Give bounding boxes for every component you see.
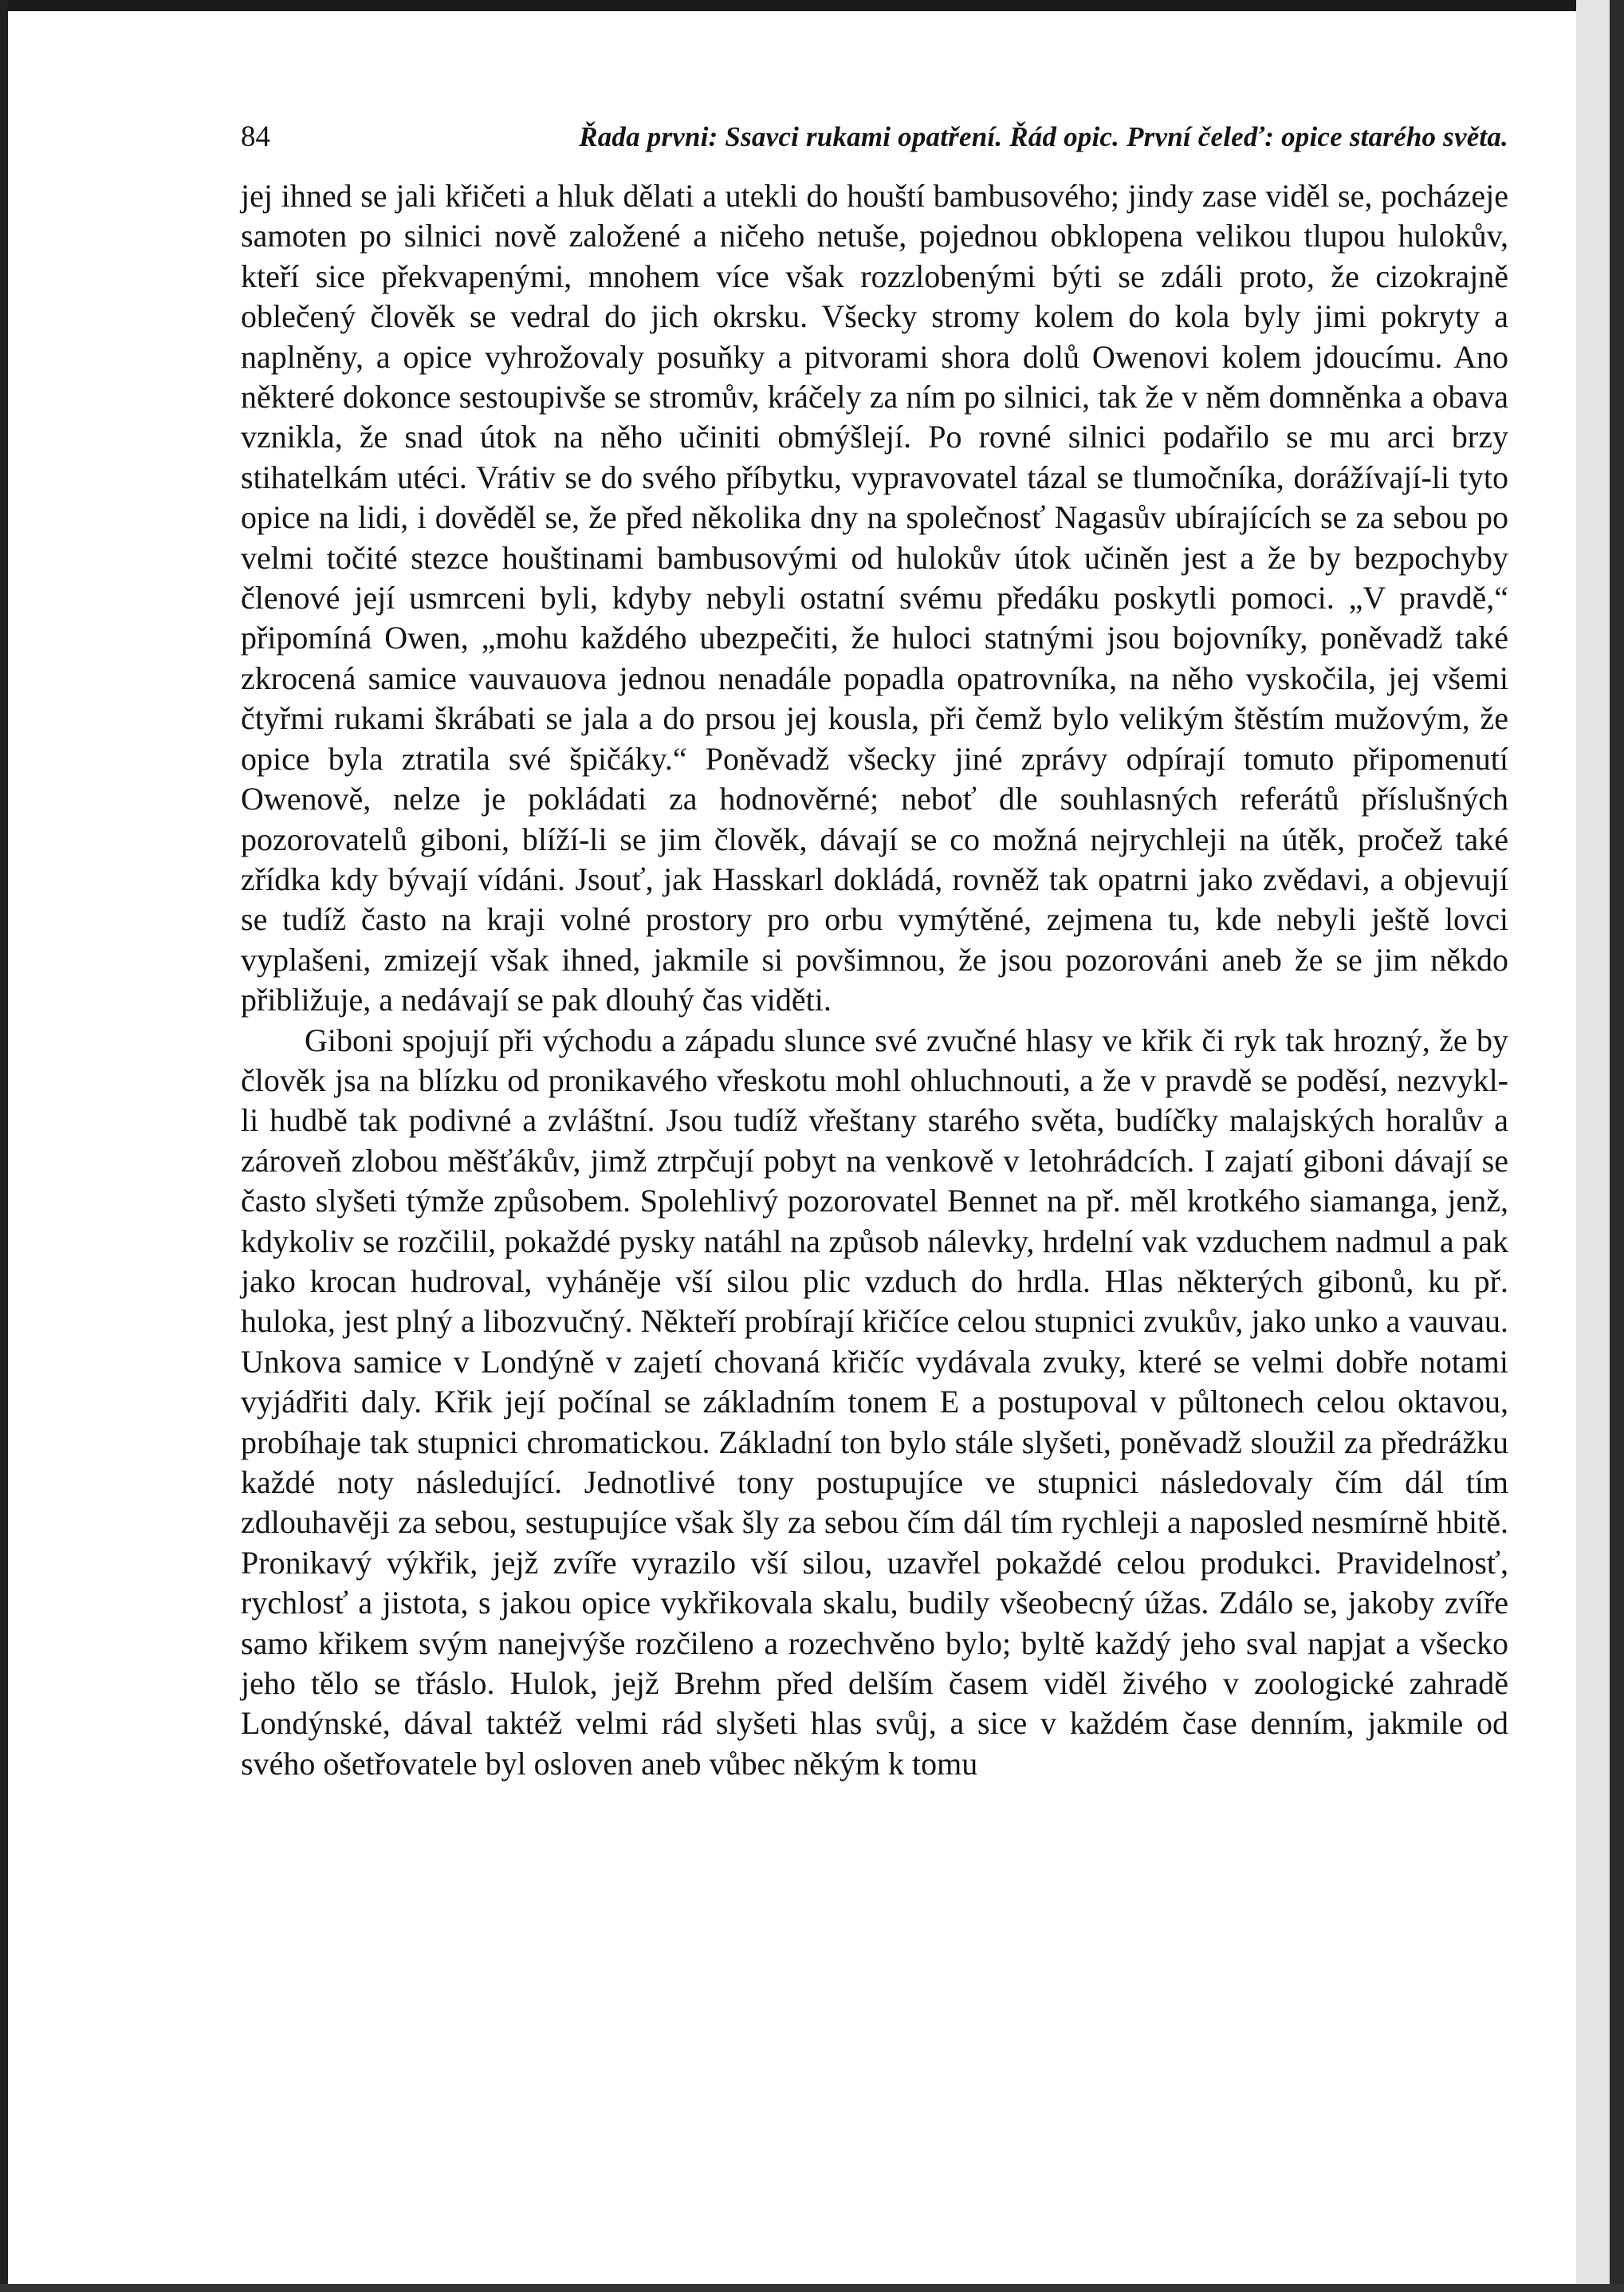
scan-border-bottom — [0, 2284, 1624, 2292]
book-page — [241, 120, 1508, 1784]
body-text — [241, 176, 1508, 1784]
running-head — [241, 120, 1508, 154]
scan-border-right-edge — [1610, 0, 1624, 2292]
paragraph-continued: jej ihned se jali křičeti a hluk dělati a utekli do houští bambusového; jindy zase viděl se, pocházeje samoten po silnici nově založené a ničeho netuše, pojednou obklopena velikou tlupou hulokův, kteří sice překvapenými, mnohem více však rozzlobenými býti se zdáli proto, že cizokrajně oblečený člověk se vedral do jich okrsku. Všecky stromy kolem do kola byly jimi pokryty a naplněny, a opice vyhrožovaly posuňky a pitvorami shora dolů Owenovi kolem jdoucímu. Ano některé dokonce sestoupivše se stromův, kráčely za ním po silnici, tak že v něm domněnka a obava vznikla, že snad útok na něho učiniti obmýšlejí. Po rovné silnici podařilo se mu arci brzy stihatelkám utéci. Vrátiv se do svého příbytku, vypravovatel tázal se tlumočníka, dorážívají-li tyto opice na lidi, i dověděl se, že před několika dny na společnosť Nagasův ubírajících se za sebou po velmi točité stezce houštinami bambusovými od hulokův útok učiněn jest a že by bezpochyby členové její usmrceni byli, kdyby nebyli ostatní svému předáku poskytli pomoci. „V pravdě,“ připomíná Owen, „mohu každého ubezpečiti, že huloci statnými jsou bojovníky, poněvadž také zkrocená samice vauvauova jednou nenadále popadla opatrovníka, na něho vyskočila, jej všemi čtyřmi rukami škrábati se jala a do prsou jej kousla, při čemž bylo velikým štěstím mužovým, že opice byla ztratila své špičáky.“ Poněvadž všecky jiné zprávy odpírají tomuto připomenutí Owenově, nelze je pokládati za hodnověrné; neboť dle souhlasných referátů příslušných pozorovatelů giboni, blíží-li se jim člověk, dávají se co možná nejrychleji na útěk, pročež také zřídka kdy bývají vídáni. Jsouť, jak Hasskarl dokládá, rovněž tak opatrni jako zvědavi, a objevují se tudíž často na kraji volné prostory pro orbu vymýtěné, zejmena tu, kde nebyli ještě lovci vyplašeni, zmizejí však ihned, jakmile si povšimnou, že jsou pozorováni aneb že se jim někdo přibližuje, a nedávají se pak dlouhý čas viděti. — [241, 178, 1508, 1018]
paragraph: Giboni spojují při východu a západu slunce své zvučné hlasy ve křik či ryk tak hrozný, že by člověk jsa na blízku od pronikavého vřeskotu mohl ohluchnouti, a že v pravdě se poděsí, nezvykl-li hudbě tak podivné a zvláštní. Jsou tudíž vřeštany starého světa, budíčky malajských horalův a zároveň zlobou měšťákův, jimž ztrpčují pobyt na venkově v letohrádcích. I zajatí giboni dávají se často slyšeti týmže způsobem. Spolehlivý pozorovatel Bennet na př. měl krotkého siamanga, jenž, kdykoliv se rozčilil, pokaždé pysky natáhl na způsob nálevky, hrdelní vak vzduchem nadmul a pak jako krocan hudroval, vyháněje vší silou plic vzduch do hrdla. Hlas některých gibonů, ku př. huloka, jest plný a libozvučný. Někteří probírají křičíce celou stupnici zvukův, jako unko a vauvau. Unkova samice v Londýně v zajetí chovaná křičíc vydávala zvuky, které se velmi dobře notami vyjádřiti daly. Křik její počínal se základním tonem E a postupoval v půltonech celou oktavou, probíhaje tak stupnici chromatickou. Základní ton bylo stále slyšeti, poněvadž sloužil za předrážku každé noty následující. Jednotlivé tony postupujíce ve stupnici následovaly čím dál tím zdlouhavěji za sebou, sestupujíce však šly za sebou čím dál tím rychleji a naposled nesmírně hbitě. Pronikavý výkřik, jejž zvíře vyrazilo vší silou, uzavřel pokaždé celou produkci. Pravidelnosť, rychlosť a jistota, s jakou opice vykřikovala skalu, budily všeobecný úžas. Zdálo se, jakoby zvíře samo křikem svým nanejvýše rozčileno a rozechvěno bylo; byltě každý jeho sval napjat a všecko jeho tělo se třáslo. Hulok, jejž Brehm před delším časem viděl živého v zoologické zahradě Londýnské, dával taktéž velmi rád slyšeti hlas svůj, a sice v každém čase denním, jakmile od svého ošetřovatele byl osloven aneb vůbec někým k tomu — [241, 1022, 1508, 1782]
scan-border-top — [0, 0, 1624, 11]
running-title: Řada prvni: Ssavci rukami opatření. Řád opic. První čeleď: opice starého světa. — [579, 121, 1508, 152]
page-number: 84 — [241, 120, 270, 153]
scan-border-left — [0, 0, 8, 2292]
